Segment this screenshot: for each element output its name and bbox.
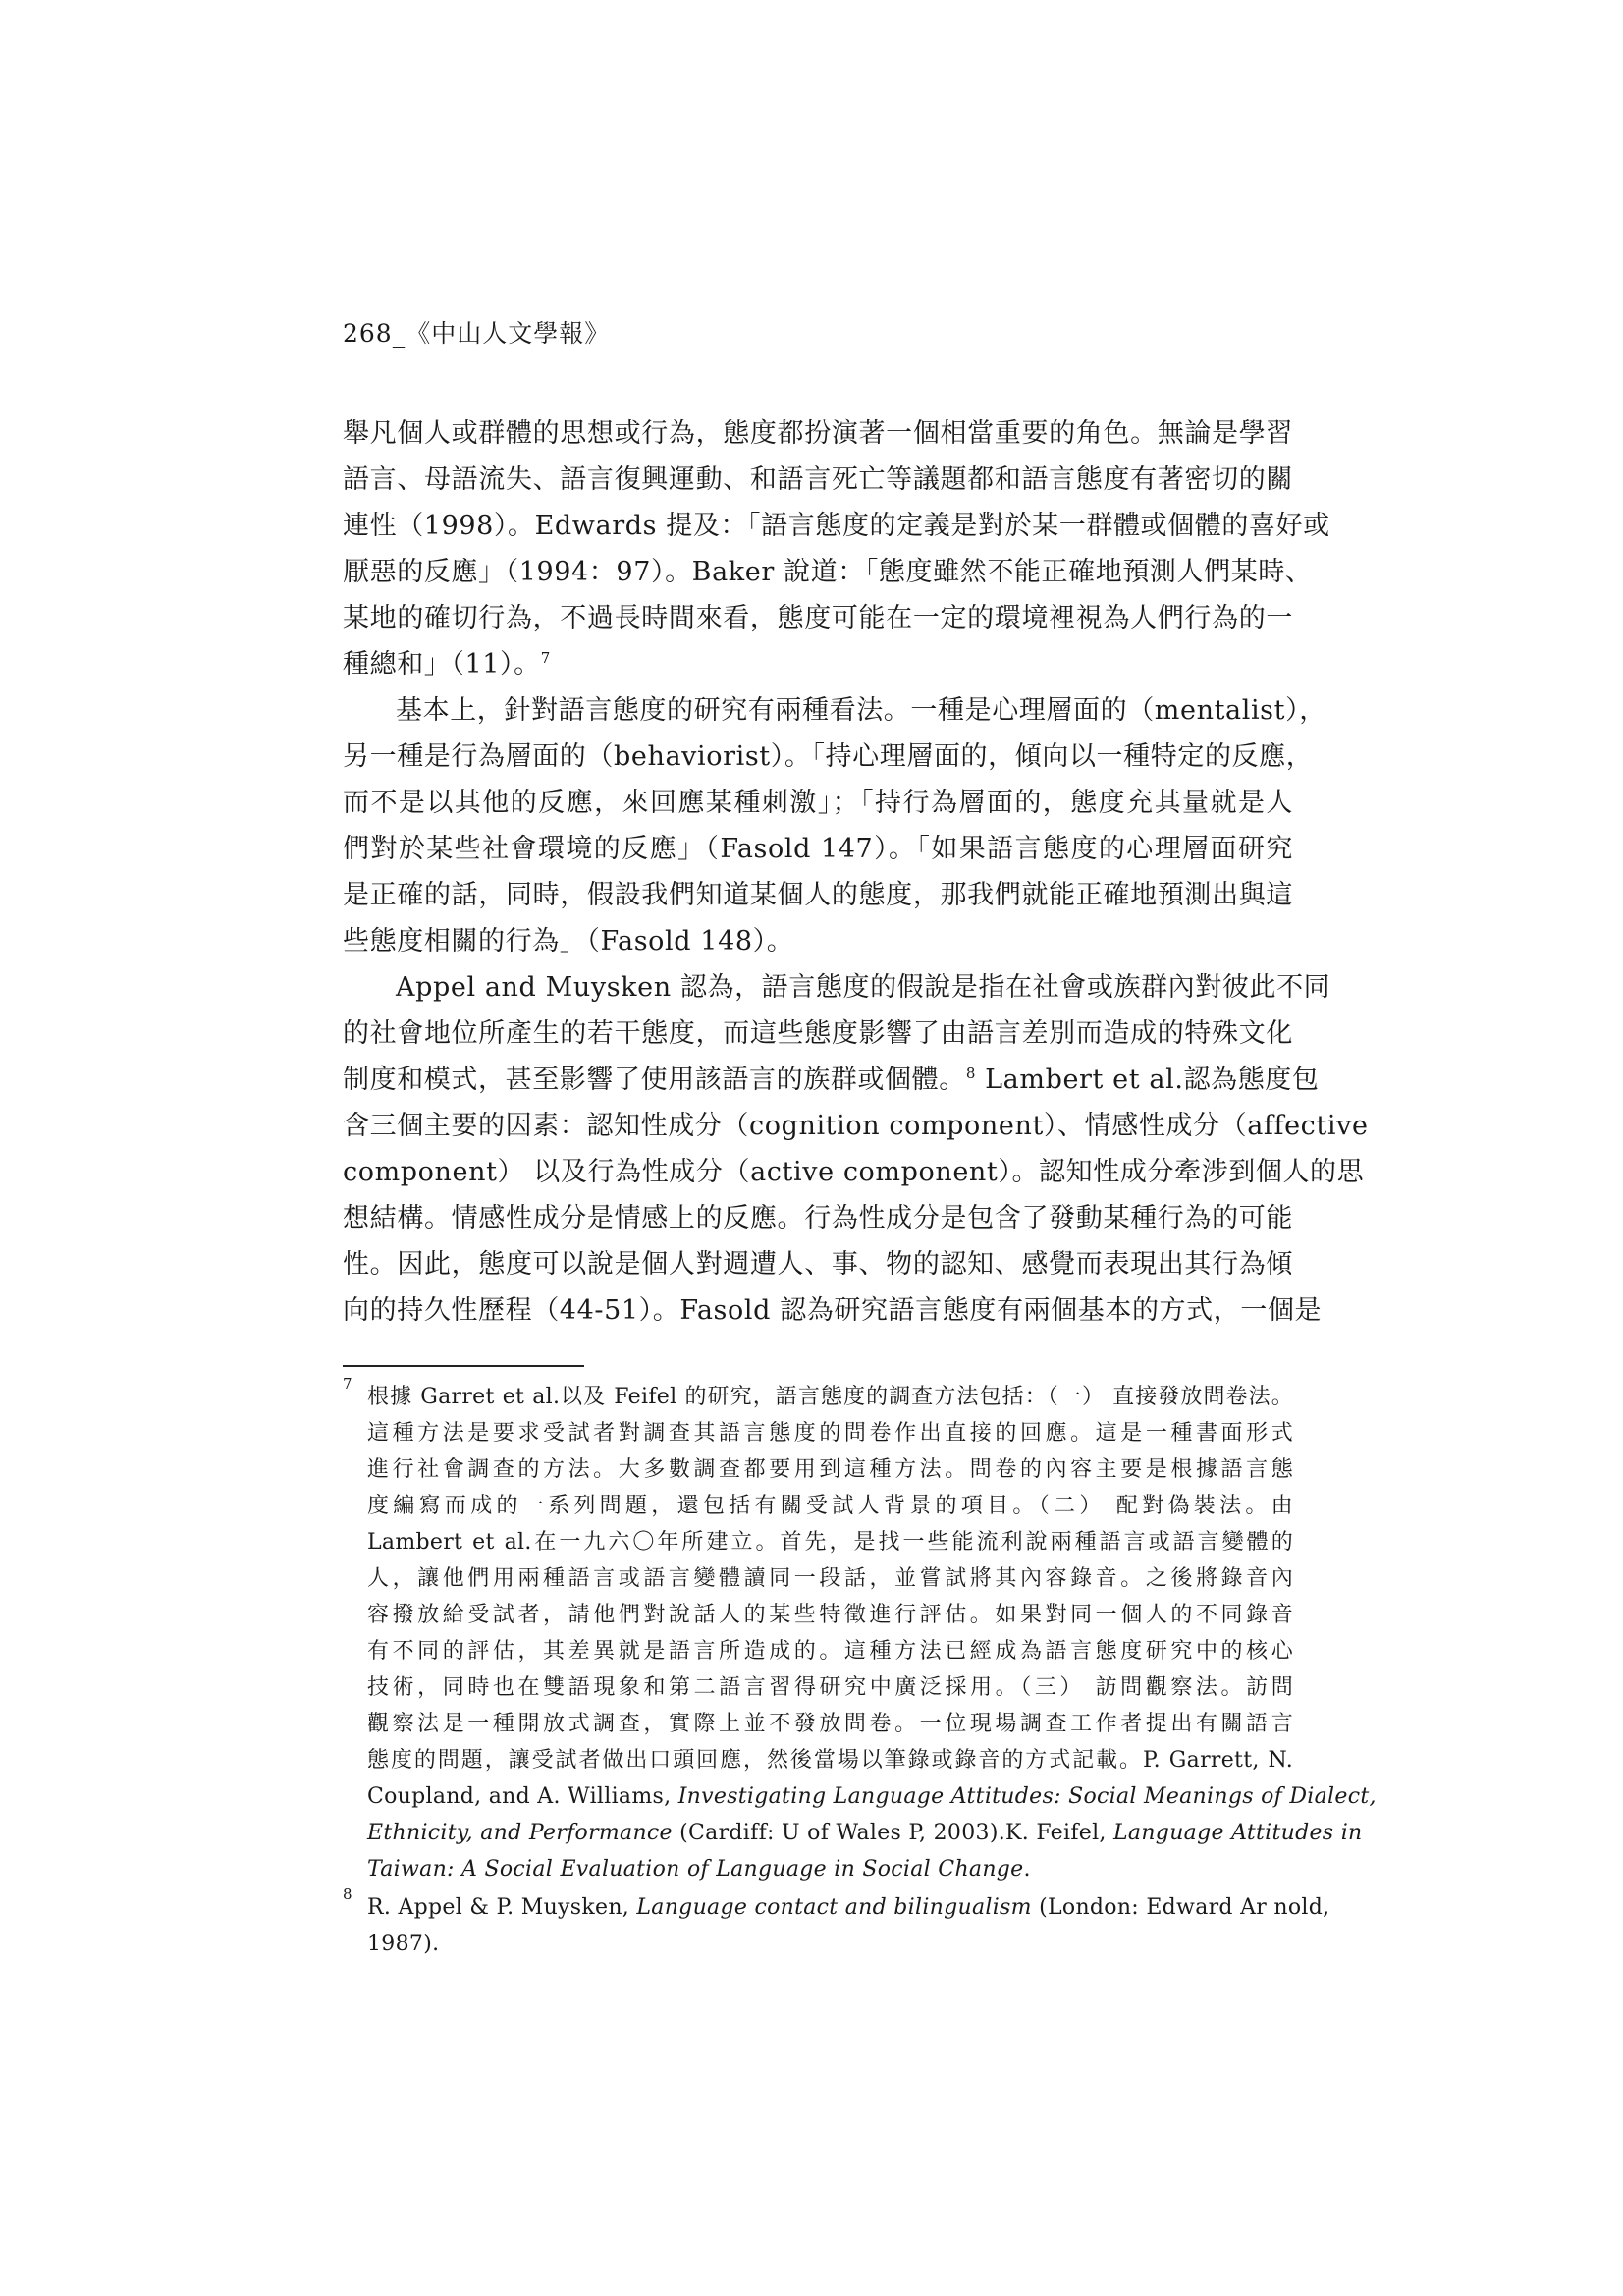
footnote-line: 1987).: [367, 1932, 440, 1956]
paragraph-2-line: 基本上，針對語言態度的研究有兩種看法。一種是心理層面的（mentalist），: [396, 695, 1326, 726]
footnote-number: 7: [343, 1375, 352, 1393]
body-line: 們對於某些社會環境的反應」（Fasold 147）。「如果語言態度的心理層面研究: [343, 834, 1293, 864]
body-line: component） 以及行為性成分（active component）。認知性成分牽涉到個人的思: [343, 1157, 1365, 1187]
paragraph-3-line: Appel and Muysken 認為，語言態度的假說是指在社會或族群內對彼此不同: [396, 972, 1331, 1003]
body-line: 含三個主要的因素：認知性成分（cognition component）、情感性成分（affective: [343, 1111, 1369, 1141]
body-line: 是正確的話，同時，假設我們知道某個人的態度，那我們就能正確地預測出與這: [343, 880, 1293, 910]
citation-title: Taiwan: A Social Evaluation of Language in Social Change: [367, 1857, 1024, 1882]
body-line: 種總和」（11）。$^7$: [343, 649, 551, 680]
body-line: 想結構。情感性成分是情感上的反應。行為性成分是包含了發動某種行為的可能: [343, 1203, 1293, 1233]
body-line: 連性（1998）。Edwards 提及：「語言態度的定義是對於某一群體或個體的喜好或: [343, 511, 1330, 541]
footnotes: [343, 1375, 1377, 1962]
footnote-line: 根據 Garret et al.以及 Feifel 的研究，語言態度的調查方法包括：（一） 直接發放問卷法。: [367, 1385, 1293, 1409]
footnote-line: 態度的問題，讓受試者做出口頭回應，然後當場以筆錄或錄音的方式記載。P. Garrett, N.: [367, 1748, 1293, 1773]
body-line: 性。因此，態度可以說是個人對週遭人、事、物的認知、感覺而表現出其行為傾: [343, 1249, 1293, 1280]
body-line: 而不是以其他的反應，來回應某種刺激」；「持行為層面的，態度充其量就是人: [343, 788, 1293, 818]
body-line: 另一種是行為層面的（behaviorist）。「持心理層面的，傾向以一種特定的反應，: [343, 741, 1314, 772]
citation-title: Language contact and bilingualism: [636, 1895, 1032, 1920]
footnote-line: 進行社會調查的方法。大多數調查都要用到這種方法。問卷的內容主要是根據語言態: [367, 1457, 1293, 1482]
footnote-ref-7[interactable]: 7: [540, 649, 551, 667]
body-line: 向的持久性歷程（44-51）。Fasold 認為研究語言態度有兩個基本的方式，一個是: [343, 1295, 1323, 1326]
footnote-line: Ethnicity, and Performance (Cardiff: U of Wales P, 2003).K. Feifel, Language Attitudes in: [367, 1821, 1363, 1845]
footnote-line: 容撥放給受試者，請他們對說話人的某些特徵進行評估。如果對同一個人的不同錄音: [367, 1603, 1293, 1627]
footnote-7: [343, 1375, 1377, 1887]
footnote-8: [343, 1886, 1330, 1962]
body-line: 些態度相關的行為」（Fasold 148）。: [343, 926, 794, 957]
footnote-line: 這種方法是要求受試者對調查其語言態度的問卷作出直接的回應。這是一種書面形式: [367, 1421, 1293, 1446]
footnote-line: R. Appel & P. Muysken, Language contact and bilingualism (London: Edward Ar nold,: [367, 1895, 1330, 1920]
body-line: 的社會地位所產生的若干態度，而這些態度影響了由語言差別而造成的特殊文化: [343, 1018, 1293, 1049]
footnote-line: Taiwan: A Social Evaluation of Language in Social Change.: [367, 1857, 1031, 1882]
running-head: 268_《中山人文學報》: [343, 319, 611, 348]
body-line: 制度和模式，甚至影響了使用該語言的族群或個體。$^8$ Lambert et al.認為態度包: [343, 1065, 1320, 1095]
body-line: 舉凡個人或群體的思想或行為，態度都扮演著一個相當重要的角色。無論是學習: [343, 418, 1293, 449]
citation-title: Language Attitudes in: [1113, 1821, 1363, 1845]
footnote-line: 度編寫而成的一系列問題，還包括有關受試人背景的項目。（二） 配對偽裝法。由: [367, 1494, 1293, 1518]
body-text: [343, 410, 1369, 1334]
body-line: 語言、母語流失、語言復興運動、和語言死亡等議題都和語言態度有著密切的關: [343, 465, 1293, 495]
body-line: 厭惡的反應」（1994：97）。Baker 說道：「態度雖然不能正確地預測人們某時、: [343, 557, 1313, 587]
citation-title: Ethnicity, and Performance: [367, 1821, 673, 1845]
footnote-line: Lambert et al.在一九六〇年所建立。首先，是找一些能流利說兩種語言或語言變體的: [367, 1530, 1293, 1555]
citation-title: Investigating Language Attitudes: Social Meanings of Dialect,: [677, 1784, 1377, 1809]
footnote-number: 8: [343, 1886, 352, 1903]
footnote-line: 人，讓他們用兩種語言或語言變體讀同一段話，並嘗試將其內容錄音。之後將錄音內: [367, 1566, 1293, 1591]
footnote-line: Coupland, and A. Williams, Investigating Language Attitudes: Social Meanings of Dialect,: [367, 1784, 1377, 1809]
body-line: 某地的確切行為，不過長時間來看，態度可能在一定的環境裡視為人們行為的一: [343, 603, 1293, 633]
footnote-line: 觀察法是一種開放式調查，實際上並不發放問卷。一位現場調查工作者提出有關語言: [367, 1712, 1293, 1736]
footnote-ref-8[interactable]: 8: [965, 1065, 976, 1082]
footnote-line: 有不同的評估，其差異就是語言所造成的。這種方法已經成為語言態度研究中的核心: [367, 1639, 1293, 1664]
footnote-line: 技術，同時也在雙語現象和第二語言習得研究中廣泛採用。（三） 訪問觀察法。訪問: [367, 1675, 1293, 1700]
footnote-divider: [343, 1365, 584, 1367]
